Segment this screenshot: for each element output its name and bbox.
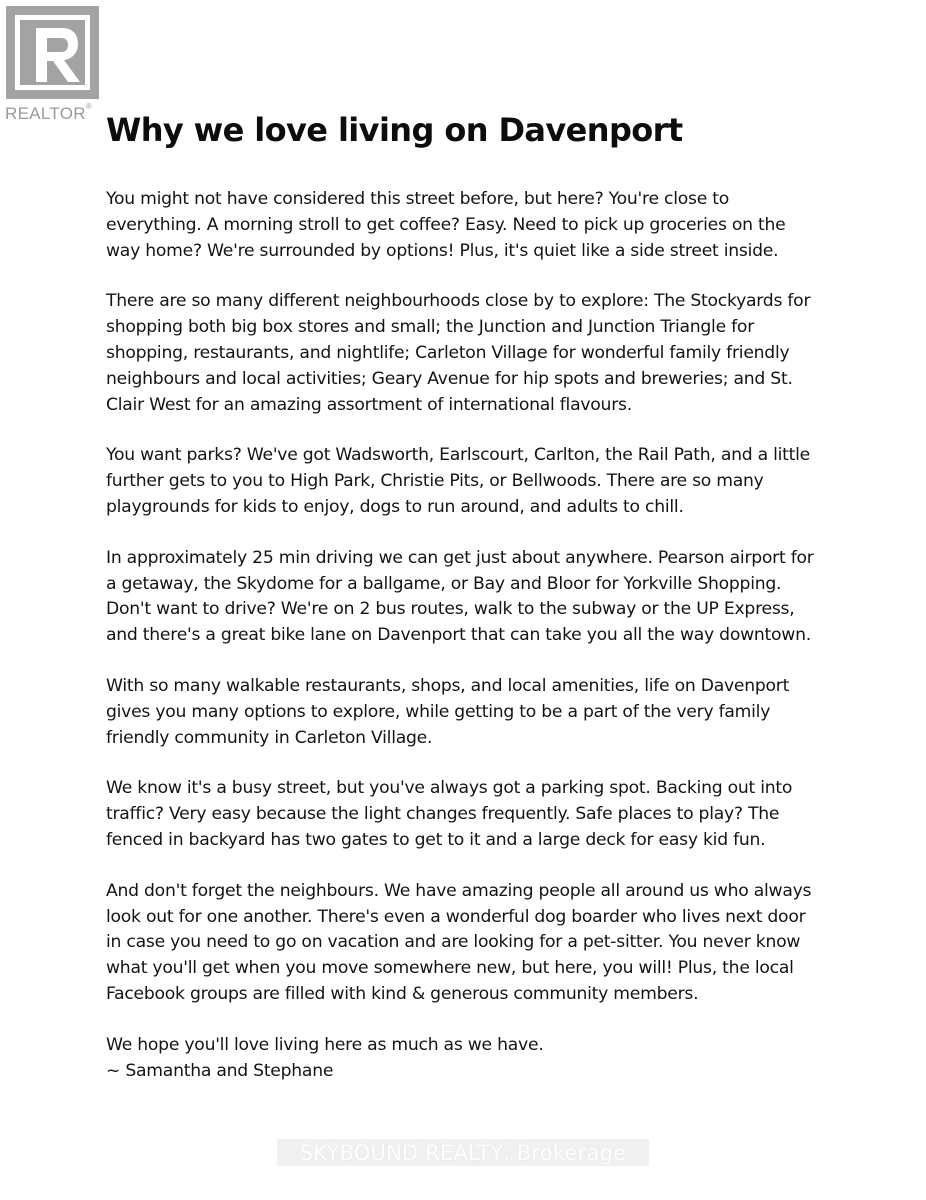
text-line: You might not have considered this street before, but here? You're close to: [106, 189, 729, 209]
paragraph-parks: [106, 443, 826, 520]
text-line: everything. A morning stroll to get coffee? Easy. Need to pick up groceries on the: [106, 214, 786, 235]
text-line: in case you need to go on vacation and are looking for a pet-sitter. You never know: [106, 932, 801, 953]
page-title: Why we love living on Davenport: [106, 111, 683, 149]
realtor-logo: [5, 6, 105, 126]
text-line: what you'll get when you move somewhere new, but here, you will! Plus, the local: [106, 958, 794, 979]
text-line: Clair West for an amazing assortment of international flavours.: [106, 394, 632, 415]
text-line: way home? We're surrounded by options! Plus, it's quiet like a side street inside.: [106, 240, 779, 261]
realtor-wordmark: REALTOR®: [5, 102, 93, 123]
text-line: There are so many different neighbourhoods close by to explore: The Stockyards for: [106, 291, 811, 312]
realtor-r-logo-icon: [6, 6, 99, 99]
text-line: friendly community in Carleton Village.: [106, 727, 433, 748]
text-line: And don't forget the neighbours. We have amazing people all around us who always: [106, 880, 812, 901]
signature-line: ~ Samantha and Stephane: [106, 1060, 334, 1081]
article-body: [106, 187, 826, 1084]
text-line: In approximately 25 min driving we can get just about anywhere. Pearson airport for: [106, 547, 814, 568]
brokerage-watermark: [277, 1139, 649, 1166]
text-line: traffic? Very easy because the light changes frequently. Safe places to play? The: [106, 804, 780, 825]
text-line: and there's a great bike lane on Davenport that can take you all the way downtown.: [106, 625, 811, 646]
paragraph-neighbours: [106, 879, 826, 1008]
paragraph-amenities: [106, 674, 826, 751]
text-line: playgrounds for kids to enjoy, dogs to run around, and adults to chill.: [106, 496, 684, 517]
text-line: We know it's a busy street, but you've always got a parking spot. Backing out into: [106, 778, 793, 799]
paragraph-neighbourhoods: [106, 289, 826, 418]
text-line: shopping both big box stores and small; the Junction and Junction Triangle for: [106, 317, 755, 338]
text-line: gives you many options to explore, while getting to be a part of the very family: [106, 701, 771, 722]
text-line: further gets to you to High Park, Christie Pits, or Bellwoods. There are so many: [106, 471, 764, 492]
text-line: Facebook groups are filled with kind & generous community members.: [106, 983, 699, 1004]
text-line: neighbours and local activities; Geary Avenue for hip spots and breweries; and St.: [106, 368, 793, 389]
text-line: fenced in backyard has two gates to get to it and a large deck for easy kid fun.: [106, 829, 766, 850]
paragraph-street: [106, 776, 826, 853]
text-line: With so many walkable restaurants, shops, and local amenities, life on Davenport: [106, 675, 790, 696]
text-line: look out for one another. There's even a wonderful dog boarder who lives next door: [106, 906, 806, 927]
paragraph-intro: [106, 187, 826, 264]
text-line: Don't want to drive? We're on 2 bus routes, walk to the subway or the UP Express,: [106, 599, 795, 620]
paragraph-transit: [106, 546, 826, 649]
text-line: shopping, restaurants, and nightlife; Carleton Village for wonderful family friendly: [106, 342, 790, 363]
watermark-text: SKYBOUND REALTY, Brokerage: [299, 1140, 627, 1165]
closing-line: We hope you'll love living here as much as we have.: [106, 1034, 544, 1055]
closing-signoff: [106, 1033, 826, 1085]
text-line: You want parks? We've got Wadsworth, Earlscourt, Carlton, the Rail Path, and a little: [106, 445, 811, 466]
text-line: a getaway, the Skydome for a ballgame, or Bay and Bloor for Yorkville Shopping.: [106, 573, 782, 594]
